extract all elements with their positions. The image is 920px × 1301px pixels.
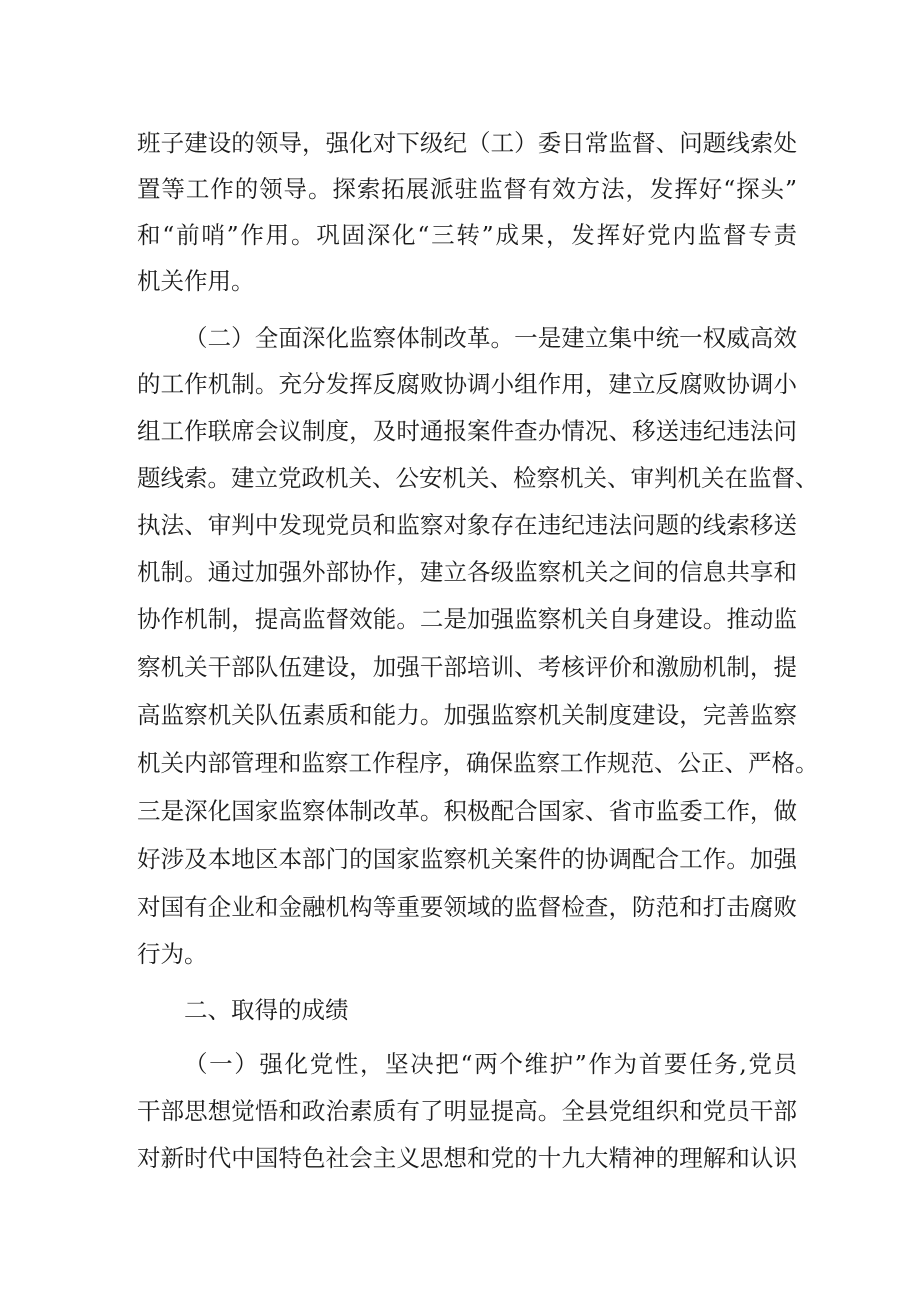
text-line: 对国有企业和金融机构等重要领域的监督检查，防范和打击腐败 — [137, 893, 797, 921]
text-line: 组工作联席会议制度，及时通报案件查办情况、移送违纪违法问 — [137, 417, 797, 445]
text-line: 三是深化国家监察体制改革。积极配合国家、省市监委工作，做 — [137, 797, 797, 825]
text-line: 置等工作的领导。探索拓展派驻监督有效方法，发挥好“探头” — [137, 175, 797, 203]
text-line: 察机关干部队伍建设，加强干部培训、考核评价和激励机制，提 — [137, 653, 797, 681]
text-line: 执法、审判中发现党员和监察对象存在违纪违法问题的线索移送 — [137, 511, 797, 539]
text-line: 机关作用。 — [137, 267, 255, 295]
text-line: 的工作机制。充分发挥反腐败协调小组作用，建立反腐败协调小 — [137, 370, 797, 398]
paragraph-start-line: （二）全面深化监察体制改革。一是建立集中统一权威高效 — [184, 324, 797, 352]
text-line: 好涉及本地区本部门的国家监察机关案件的协调配合工作。加强 — [137, 845, 797, 873]
paragraph-start-line: （一）强化党性，坚决把“两个维护”作为首要任务,党员 — [184, 1050, 797, 1078]
text-line: 机制。通过加强外部协作，建立各级监察机关之间的信息共享和 — [137, 558, 797, 586]
text-line: 机关内部管理和监察工作程序，确保监察工作规范、公正、严格。 — [137, 749, 819, 777]
text-line: 班子建设的领导，强化对下级纪（工）委日常监督、问题线索处 — [137, 129, 797, 157]
text-line: 和“前哨”作用。巩固深化“三转”成果，发挥好党内监督专责 — [137, 221, 797, 249]
text-line: 高监察机关队伍素质和能力。加强监察机关制度建设，完善监察 — [137, 701, 797, 729]
text-line: 行为。 — [137, 940, 208, 968]
section-heading: 二、取得的成绩 — [184, 996, 349, 1024]
text-line: 协作机制，提高监督效能。二是加强监察机关自身建设。推动监 — [137, 605, 797, 633]
text-line: 干部思想觉悟和政治素质有了明显提高。全县党组织和党员干部 — [137, 1097, 797, 1125]
text-line: 题线索。建立党政机关、公安机关、检察机关、审判机关在监督、 — [137, 464, 819, 492]
text-line: 对新时代中国特色社会主义思想和党的十九大精神的理解和认识 — [137, 1144, 797, 1172]
